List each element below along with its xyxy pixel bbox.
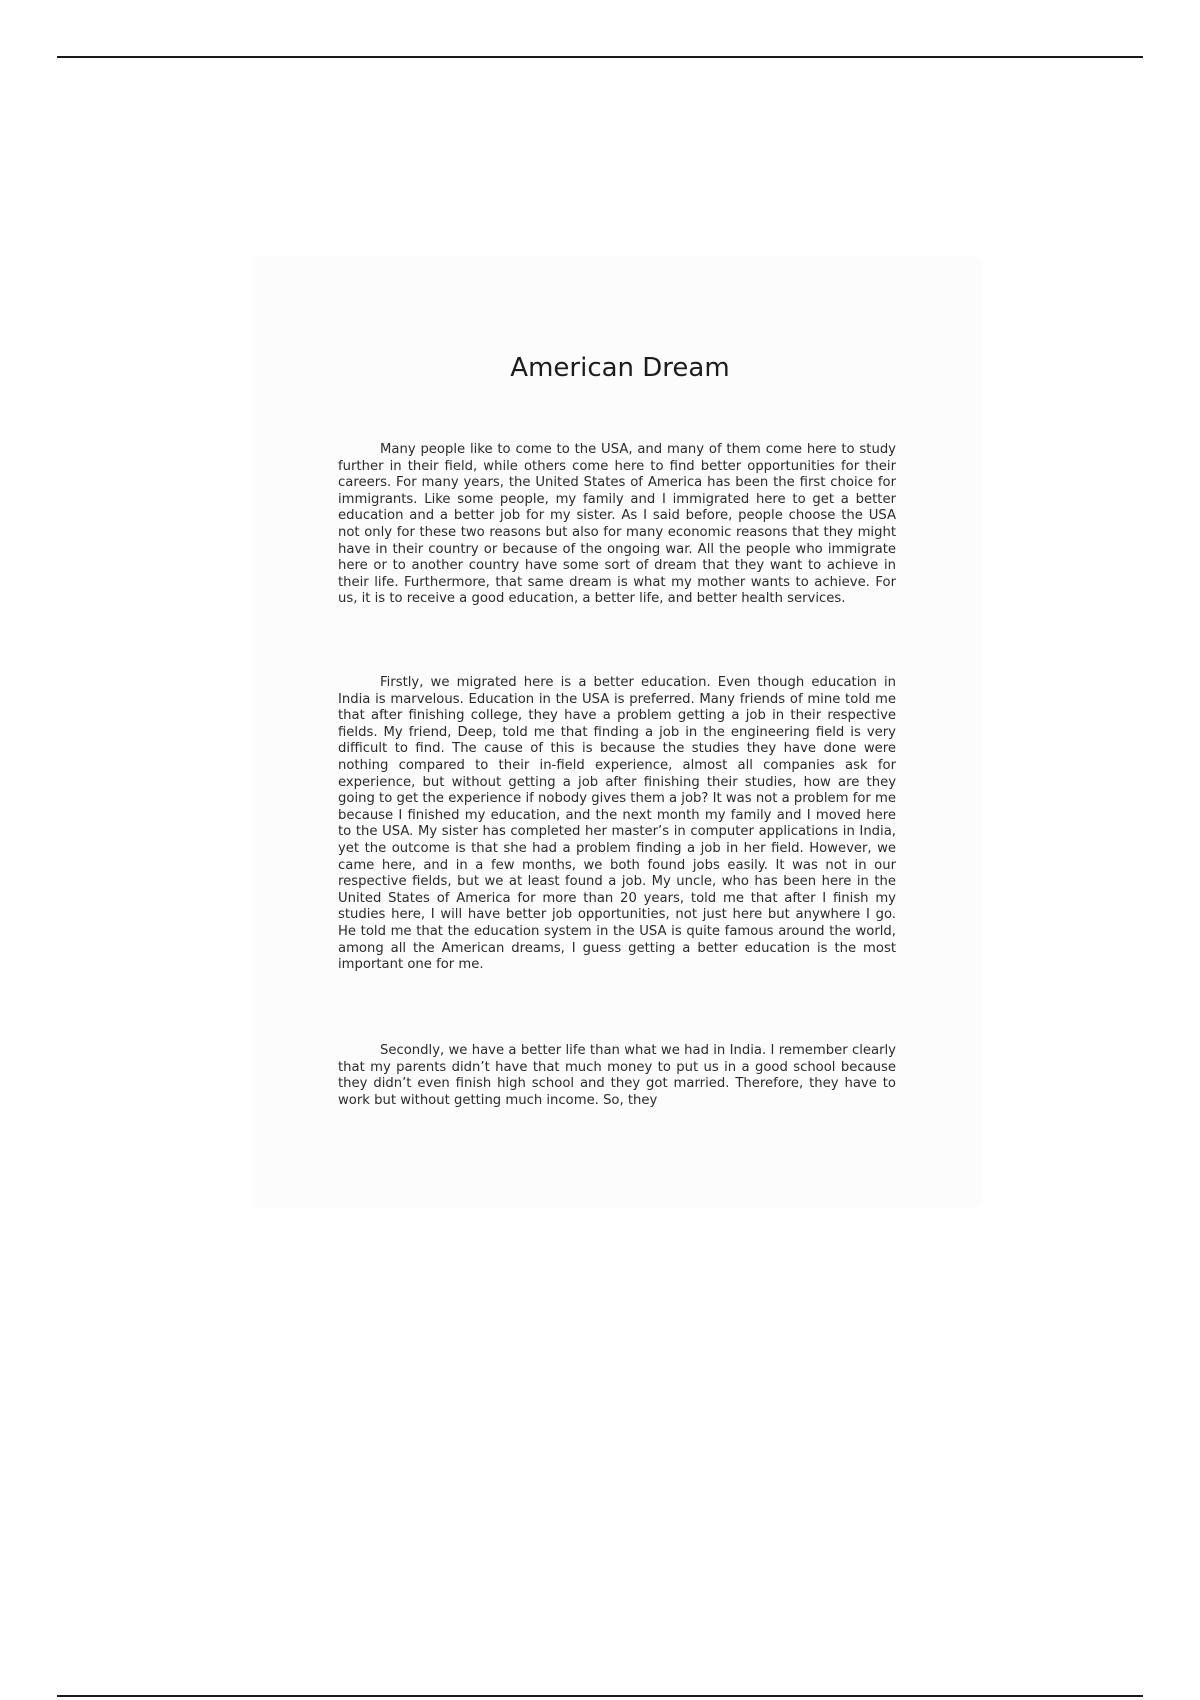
paragraph-text: Firstly, we migrated here is a better education. Even though education in India is marvelous. Education in the USA is preferred. Many friends of mine told me that after finishing college, they have a problem getting a job in their respective fields. My friend, Deep, told me that finding a job in the engineering field is very difficult to find. The cause of this is because the studies they have done were nothing compared to their in-field experience, almost all companies ask for experience, but without getting a job after finishing their studies, how are they going to get the experience if nobody gives them a job? It was not a problem for me because I finished my education, and the next month my family and I moved here to the USA. My sister has completed her master’s in computer applications in India, yet the outcome is that she had a problem finding a job in her field. However, we came here, and in a few months, we both found jobs easily. It was not in our respective fields, but we at least found a job. My uncle, who has been here in the United States of America for more than 20 years, told me that after I finish my studies here, I will have better job opportunities, not just here but anywhere I go. He told me that the education system in the USA is quite famous around the world, among all the American dreams, I guess getting a better education is the most important one for me.	[338, 675, 896, 973]
paragraph-text: Secondly, we have a better life than what we had in India. I remember clearly that my parents didn’t have that much money to put us in a good school because they didn’t even finish high school and they got married. Therefore, they have to work but without getting much income. So, they	[338, 1043, 896, 1108]
top-divider	[57, 56, 1143, 58]
bottom-divider	[57, 1695, 1143, 1697]
paragraph-3	[338, 1043, 896, 1109]
paragraph-text: Many people like to come to the USA, and many of them come here to study further in their field, while others come here to find better opportunities for their careers. For many years, the United States of America has been the first choice for immigrants. Like some people, my family and I immigrated here to get a better education and a better job for my sister. As I said before, people choose the USA not only for these two reasons but also for many economic reasons that they might have in their country or because of the ongoing war. All the people who immigrate here or to another country have some sort of dream that they want to achieve in their life. Furthermore, that same dream is what my mother wants to achieve. For us, it is to receive a good education, a better life, and better health services.	[338, 442, 896, 607]
paragraph-1	[338, 442, 896, 608]
document-title: American Dream	[510, 353, 730, 383]
paragraph-2	[338, 675, 896, 974]
